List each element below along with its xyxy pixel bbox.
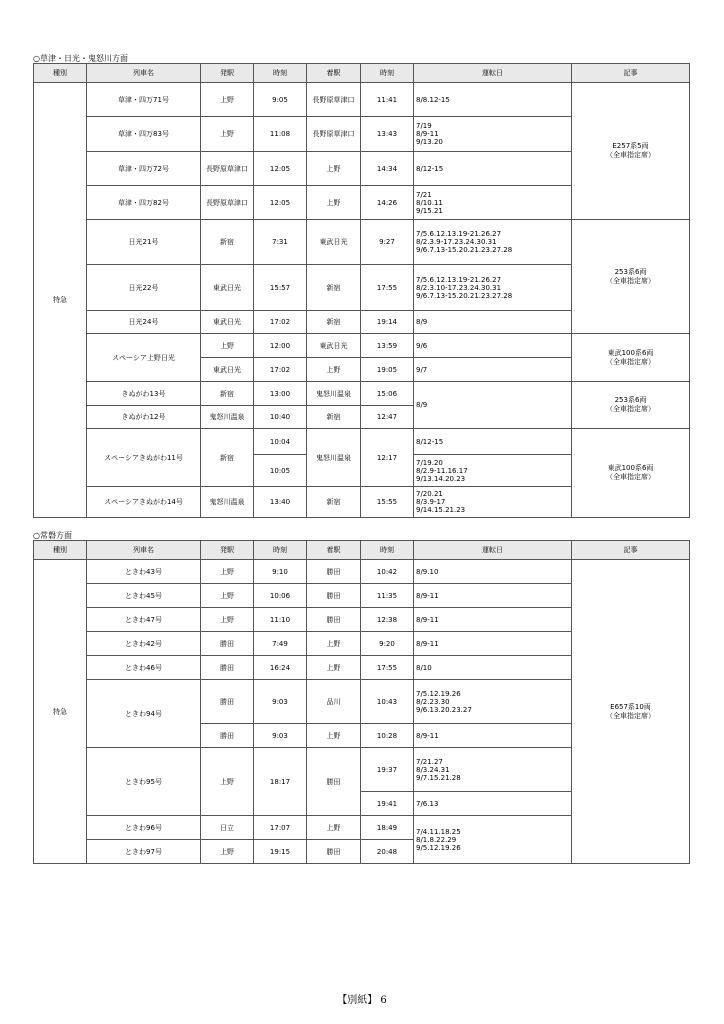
- departure-station: 勝田: [201, 724, 254, 748]
- day-line: 7/19.20: [416, 458, 443, 467]
- header-departure: 発駅: [201, 64, 254, 83]
- operating-days: [414, 334, 572, 358]
- header-operating-days: 運転日: [414, 541, 572, 560]
- arrival-time: 11:35: [361, 584, 414, 608]
- train-name: きぬがわ12号: [87, 406, 201, 429]
- arrival-station: 勝田: [307, 560, 361, 584]
- header-train-name: 列車名: [87, 541, 201, 560]
- operating-days: [414, 358, 572, 382]
- arrival-station: 新宿: [307, 487, 361, 518]
- departure-time: 13:00: [254, 382, 307, 406]
- day-line: 9/7.15.21.28: [416, 773, 461, 782]
- departure-station: 長野原草津口: [201, 152, 254, 186]
- day-line: 8/9: [416, 401, 428, 409]
- arrival-station: 勝田: [307, 584, 361, 608]
- arrival-time: 17:55: [361, 656, 414, 680]
- day-line: 8/12-15: [416, 437, 444, 446]
- table-row: [34, 382, 690, 406]
- header-type: 種別: [34, 64, 87, 83]
- operating-days: [414, 608, 572, 632]
- day-line: 8/9.10: [416, 567, 439, 576]
- departure-station: 勝田: [201, 656, 254, 680]
- header-arr-time: 時刻: [361, 64, 414, 83]
- departure-station: 新宿: [201, 382, 254, 406]
- departure-station: 上野: [201, 584, 254, 608]
- arrival-station: 勝田: [307, 748, 361, 816]
- day-line: 8/2.3.9-17.23.24.30.31: [416, 238, 497, 246]
- train-name: スペーシアきぬがわ14号: [87, 487, 201, 518]
- arrival-station: 新宿: [307, 406, 361, 429]
- arrival-time: 14:34: [361, 152, 414, 186]
- day-line: 8/9-11: [416, 639, 439, 648]
- day-line: 9/13.14.20.23: [416, 474, 466, 483]
- operating-days: [414, 152, 572, 186]
- operating-days: [414, 117, 572, 152]
- arrival-station: 上野: [307, 724, 361, 748]
- note: [572, 334, 690, 382]
- departure-station: 上野: [201, 748, 254, 816]
- table-row: [34, 83, 690, 117]
- train-type: 特急: [34, 83, 87, 518]
- header-type: 種別: [34, 541, 87, 560]
- day-line: 7/4.11.18.25: [416, 827, 461, 836]
- day-line: 8/9: [416, 318, 428, 326]
- day-line: 9/14.15.21.23: [416, 506, 466, 514]
- operating-days: [414, 560, 572, 584]
- arrival-time: 9:20: [361, 632, 414, 656]
- departure-station: 鬼怒川温泉: [201, 406, 254, 429]
- arrival-time: 10:42: [361, 560, 414, 584]
- departure-time: 10:06: [254, 584, 307, 608]
- train-name: スペーシアきぬがわ11号: [87, 429, 201, 487]
- departure-station: 勝田: [201, 632, 254, 656]
- train-name: スペーシア上野日光: [87, 334, 201, 382]
- day-line: 7/21.27: [416, 757, 443, 766]
- day-line: 8/2.3.10-17.23.24.30.31: [416, 283, 502, 292]
- operating-days: [414, 429, 572, 455]
- arrival-station: 上野: [307, 656, 361, 680]
- arrival-station: 上野: [307, 632, 361, 656]
- departure-time: 17:07: [254, 816, 307, 840]
- departure-time: 7:49: [254, 632, 307, 656]
- day-line: 8/3.9-17: [416, 498, 446, 506]
- day-line: 9/15.21: [416, 206, 443, 215]
- departure-time: 7:31: [254, 220, 307, 265]
- header-operating-days: 運転日: [414, 64, 572, 83]
- train-name: ときわ46号: [87, 656, 201, 680]
- arrival-time: 17:55: [361, 265, 414, 311]
- arrival-time: 19:37: [361, 748, 414, 792]
- section-title-kusatsu-nikko: ○草津・日光・鬼怒川方面: [33, 54, 128, 63]
- note-line: 253系6両: [614, 396, 647, 404]
- departure-station: 鬼怒川温泉: [201, 487, 254, 518]
- day-line: 9/7: [416, 365, 428, 374]
- operating-days: [414, 584, 572, 608]
- arrival-time: 12:38: [361, 608, 414, 632]
- day-line: 9/6.7.13-15.20.21.23.27.28: [416, 246, 513, 254]
- header-arr-time: 時刻: [361, 541, 414, 560]
- note-line: （全車指定席）: [606, 357, 655, 366]
- operating-days: [414, 487, 572, 518]
- operating-days: [414, 656, 572, 680]
- departure-station: 日立: [201, 816, 254, 840]
- departure-time: 17:02: [254, 358, 307, 382]
- arrival-time: 19:05: [361, 358, 414, 382]
- day-line: 7/5.6.12.13.19-21.26.27: [416, 275, 502, 284]
- train-name: きぬがわ13号: [87, 382, 201, 406]
- day-line: 8/2.9-11.16.17: [416, 466, 468, 475]
- departure-time: 10:40: [254, 406, 307, 429]
- departure-time: 11:08: [254, 117, 307, 152]
- arrival-time: 9:27: [361, 220, 414, 265]
- arrival-time: 15:55: [361, 487, 414, 518]
- arrival-time: 18:49: [361, 816, 414, 840]
- train-name: 日光24号: [87, 311, 201, 334]
- arrival-station: 品川: [307, 680, 361, 724]
- arrival-station: 新宿: [307, 311, 361, 334]
- train-name: 草津・四万72号: [87, 152, 201, 186]
- operating-days: [414, 748, 572, 792]
- day-line: 8/2.23.30: [416, 697, 450, 706]
- arrival-time: 10:28: [361, 724, 414, 748]
- arrival-station: 勝田: [307, 608, 361, 632]
- arrival-station: 新宿: [307, 265, 361, 311]
- table-row: [34, 220, 690, 265]
- departure-time: 17:02: [254, 311, 307, 334]
- departure-time: 16:24: [254, 656, 307, 680]
- header-row: [34, 64, 690, 83]
- departure-station: 東武日光: [201, 311, 254, 334]
- operating-days: [414, 816, 572, 864]
- arrival-station: 上野: [307, 816, 361, 840]
- note-line: E257系5両: [612, 142, 649, 150]
- note: [572, 429, 690, 518]
- arrival-station: 東武日光: [307, 334, 361, 358]
- day-line: 8/9-11: [416, 615, 439, 624]
- departure-station: 上野: [201, 334, 254, 358]
- table-row: [34, 429, 690, 455]
- train-name: ときわ43号: [87, 560, 201, 584]
- note-line: （全車指定席）: [606, 405, 655, 413]
- arrival-station: 上野: [307, 358, 361, 382]
- departure-station: 新宿: [201, 429, 254, 487]
- day-line: 9/6.7.13-15.20.21.23.27.28: [416, 291, 513, 300]
- departure-station: 上野: [201, 560, 254, 584]
- arrival-time: 20:48: [361, 840, 414, 864]
- departure-time: 9:10: [254, 560, 307, 584]
- note-line: E657系10両: [610, 702, 651, 711]
- header-notes: 記事: [572, 541, 690, 560]
- header-row: [34, 541, 690, 560]
- day-line: 9/13.20: [416, 138, 443, 146]
- departure-time: 10:04: [254, 429, 307, 455]
- departure-time: 19:15: [254, 840, 307, 864]
- header-arrival: 着駅: [307, 64, 361, 83]
- arrival-station: 鬼怒川温泉: [307, 429, 361, 487]
- operating-days: [414, 724, 572, 748]
- arrival-station: 鬼怒川温泉: [307, 382, 361, 406]
- operating-days: [414, 382, 572, 429]
- note-line: （全車指定席）: [606, 276, 655, 285]
- header-notes: 記事: [572, 64, 690, 83]
- arrival-time: 19:14: [361, 311, 414, 334]
- arrival-time: 11:41: [361, 83, 414, 117]
- train-name: 草津・四万71号: [87, 83, 201, 117]
- departure-time: 11:10: [254, 608, 307, 632]
- timetable-kusatsu-nikko: [33, 63, 690, 518]
- operating-days: [414, 455, 572, 487]
- operating-days: [414, 680, 572, 724]
- note: [572, 382, 690, 429]
- arrival-time: 12:47: [361, 406, 414, 429]
- arrival-time: 14:26: [361, 186, 414, 220]
- day-line: 8/9-11: [416, 130, 439, 138]
- train-name: ときわ95号: [87, 748, 201, 816]
- note-line: 東武100系6両: [607, 348, 654, 357]
- departure-station: 上野: [201, 83, 254, 117]
- departure-station: 勝田: [201, 680, 254, 724]
- arrival-station: 東武日光: [307, 220, 361, 265]
- table-row: [34, 560, 690, 584]
- day-line: 8/10.11: [416, 198, 443, 207]
- day-line: 9/6.13.20.23.27: [416, 705, 472, 714]
- departure-station: 上野: [201, 117, 254, 152]
- departure-time: 15:57: [254, 265, 307, 311]
- arrival-time: 13:43: [361, 117, 414, 152]
- departure-station: 東武日光: [201, 358, 254, 382]
- arrival-station: 勝田: [307, 840, 361, 864]
- day-line: 7/20.21: [416, 490, 443, 498]
- departure-time: 12:05: [254, 152, 307, 186]
- day-line: 8/9-11: [416, 731, 439, 740]
- note: [572, 220, 690, 334]
- day-line: 8/8.12-15: [416, 95, 450, 104]
- day-line: 7/21: [416, 190, 432, 199]
- note-line: 253系6両: [614, 267, 647, 276]
- header-train-name: 列車名: [87, 64, 201, 83]
- operating-days: [414, 186, 572, 220]
- operating-days: [414, 792, 572, 816]
- arrival-time: 19:41: [361, 792, 414, 816]
- day-line: 8/9-11: [416, 591, 439, 600]
- train-name: 草津・四万82号: [87, 186, 201, 220]
- train-type: 特急: [34, 560, 87, 864]
- departure-time: 9:05: [254, 83, 307, 117]
- day-line: 9/6: [416, 341, 428, 350]
- departure-time: 9:03: [254, 724, 307, 748]
- departure-station: 長野原草津口: [201, 186, 254, 220]
- header-dep-time: 時刻: [254, 541, 307, 560]
- departure-time: 12:00: [254, 334, 307, 358]
- day-line: 7/5.12.19.26: [416, 689, 461, 698]
- arrival-station: 長野原草津口: [307, 117, 361, 152]
- train-name: 草津・四万83号: [87, 117, 201, 152]
- train-name: ときわ96号: [87, 816, 201, 840]
- arrival-station: 上野: [307, 186, 361, 220]
- day-line: 9/5.12.19.26: [416, 843, 461, 852]
- day-line: 7/19: [416, 122, 432, 130]
- day-line: 8/1.8.22.29: [416, 835, 457, 844]
- day-line: 8/3.24.31: [416, 765, 450, 774]
- section-title-joban: ○常磐方面: [33, 531, 72, 540]
- timetable-joban: [33, 540, 690, 864]
- day-line: 8/12-15: [416, 164, 444, 173]
- day-line: 7/5.6.12.13.19-21.26.27: [416, 230, 502, 238]
- day-line: 8/10: [416, 663, 432, 672]
- train-name: 日光21号: [87, 220, 201, 265]
- train-name: ときわ42号: [87, 632, 201, 656]
- departure-time: 13:40: [254, 487, 307, 518]
- operating-days: [414, 265, 572, 311]
- arrival-time: 10:43: [361, 680, 414, 724]
- note-line: （全車指定席）: [606, 473, 655, 481]
- arrival-station: 上野: [307, 152, 361, 186]
- departure-station: 東武日光: [201, 265, 254, 311]
- header-arrival: 着駅: [307, 541, 361, 560]
- train-name: ときわ45号: [87, 584, 201, 608]
- table-row: [34, 334, 690, 358]
- note: [572, 83, 690, 220]
- train-name: ときわ97号: [87, 840, 201, 864]
- day-line: 7/6.13: [416, 799, 439, 808]
- page-footer: 【別紙】 6: [337, 995, 387, 1006]
- train-name: ときわ94号: [87, 680, 201, 748]
- arrival-station: 長野原草津口: [307, 83, 361, 117]
- departure-station: 新宿: [201, 220, 254, 265]
- note-line: （全車指定席）: [606, 151, 655, 159]
- arrival-time: 12:17: [361, 429, 414, 487]
- note-line: 東武100系6両: [607, 464, 654, 472]
- arrival-time: 13:59: [361, 334, 414, 358]
- departure-time: 18:17: [254, 748, 307, 816]
- departure-station: 上野: [201, 608, 254, 632]
- train-name: 日光22号: [87, 265, 201, 311]
- note: [572, 560, 690, 864]
- header-departure: 発駅: [201, 541, 254, 560]
- operating-days: [414, 311, 572, 334]
- train-name: ときわ47号: [87, 608, 201, 632]
- departure-time: 10:05: [254, 455, 307, 487]
- departure-station: 上野: [201, 840, 254, 864]
- header-dep-time: 時刻: [254, 64, 307, 83]
- arrival-time: 15:06: [361, 382, 414, 406]
- departure-time: 9:03: [254, 680, 307, 724]
- departure-time: 12:05: [254, 186, 307, 220]
- operating-days: [414, 632, 572, 656]
- note-line: （全車指定席）: [606, 711, 655, 720]
- operating-days: [414, 83, 572, 117]
- operating-days: [414, 220, 572, 265]
